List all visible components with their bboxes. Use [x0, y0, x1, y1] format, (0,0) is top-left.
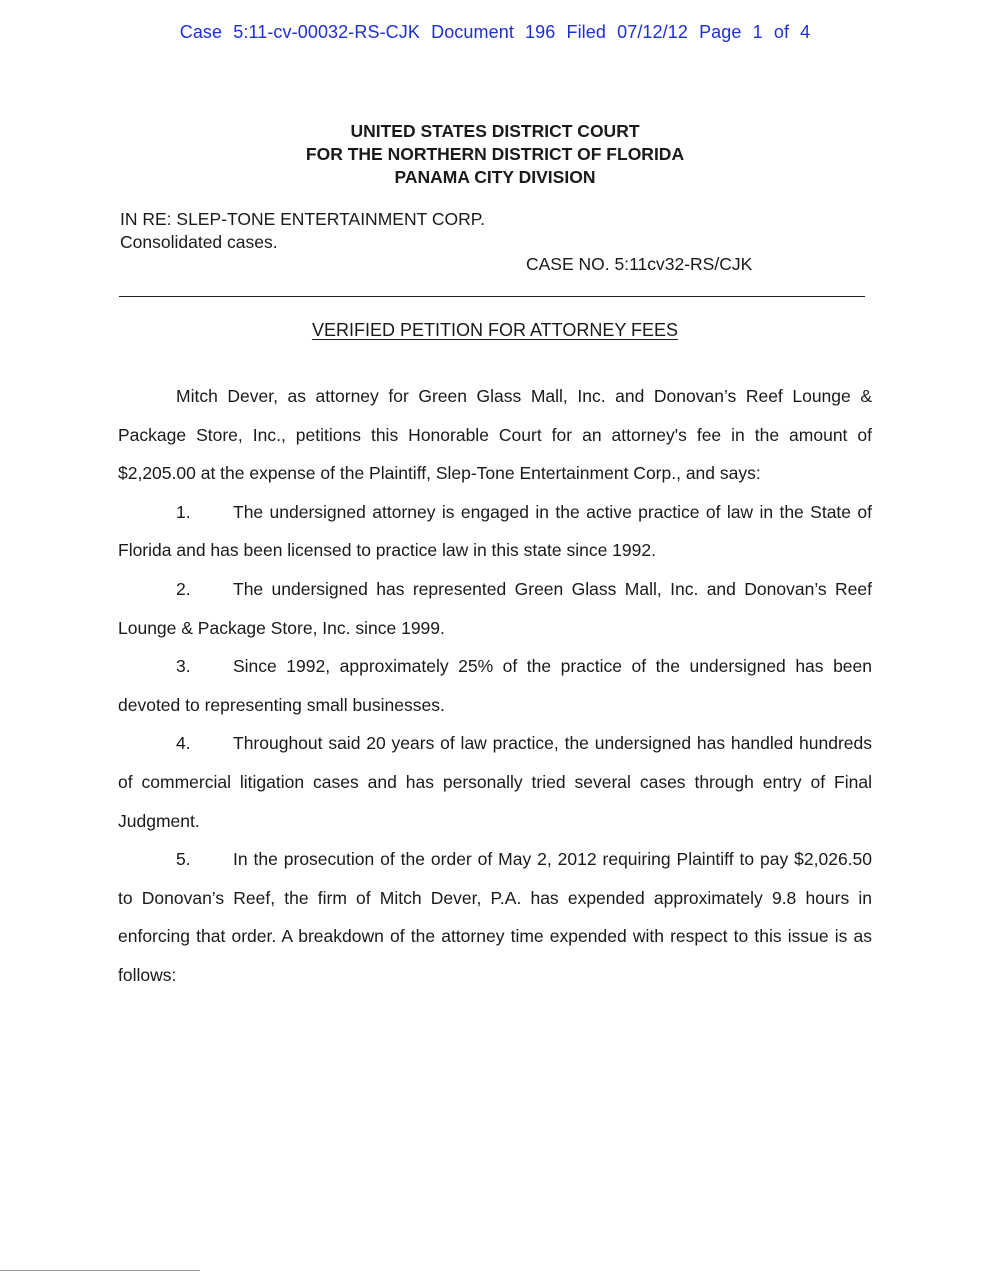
court-division: PANAMA CITY DIVISION [394, 167, 596, 187]
case-number: CASE NO. 5:11cv32-RS/CJK [526, 254, 753, 274]
scan-edge-line [0, 1270, 200, 1271]
numbered-paragraph [118, 647, 872, 724]
consolidated-line: Consolidated cases. [120, 232, 278, 252]
petition-body [118, 377, 872, 995]
stamp-filed-date: Filed 07/12/12 [566, 22, 688, 42]
paragraph-number: 3. [176, 656, 191, 677]
paragraph-text: Since 1992, approximately 25% of the practice of the undersigned has been devoted to representing small businesses. [118, 656, 872, 715]
case-caption [120, 208, 485, 254]
stamp-document: Document 196 [431, 22, 556, 42]
ecf-header-stamp [0, 22, 990, 43]
paragraph-text: In the prosecution of the order of May 2, 2012 requiring Plaintiff to pay $2,026.50 to Donovan’s Reef, the firm of Mitch Dever, P.A. has expended approximately 9.8 hours in enforcing that order. A breakdown of the attorney time expended with respect to this issue is as follows: [118, 849, 872, 985]
stamp-case-number: Case 5:11-cv-00032-RS-CJK [179, 22, 420, 42]
court-district: FOR THE NORTHERN DISTRICT OF FLORIDA [305, 144, 685, 164]
paragraph-number: 4. [176, 733, 191, 754]
court-name: UNITED STATES DISTRICT COURT [350, 121, 640, 141]
numbered-paragraph [118, 724, 872, 840]
numbered-paragraph [118, 570, 872, 647]
paragraph-text: Throughout said 20 years of law practice, the undersigned has handled hundreds of commercial litigation cases and has personally tried several cases through entry of Final Judgment. [118, 733, 872, 831]
in-re-line: IN RE: SLEP-TONE ENTERTAINMENT CORP. [120, 209, 485, 229]
paragraph-number: 5. [176, 849, 191, 870]
paragraph-text: The undersigned attorney is engaged in the active practice of law in the State of Florida and has been licensed to practice law in this state since 1992. [118, 501, 872, 561]
numbered-paragraph [118, 840, 872, 994]
numbered-paragraph [118, 493, 872, 570]
caption-divider [119, 296, 865, 297]
paragraph-number: 1. [176, 501, 191, 522]
paragraph-number: 2. [176, 578, 191, 599]
paragraph-text: The undersigned has represented Green Glass Mall, Inc. and Donovan’s Reef Lounge & Package Store, Inc. since 1999. [118, 578, 872, 638]
stamp-page-count: Page 1 of 4 [699, 22, 811, 42]
court-heading [0, 120, 990, 189]
petition-title: VERIFIED PETITION FOR ATTORNEY FEES [311, 320, 679, 340]
intro-paragraph: Mitch Dever, as attorney for Green Glass Mall, Inc. and Donovan’s Reef Lounge & Package Store, Inc., petitions this Honorable Court for an attorney's fee in the amount of $2,205.00 at the expense of the Plaintiff, Slep-Tone Entertainment Corp., and says: [118, 386, 872, 484]
